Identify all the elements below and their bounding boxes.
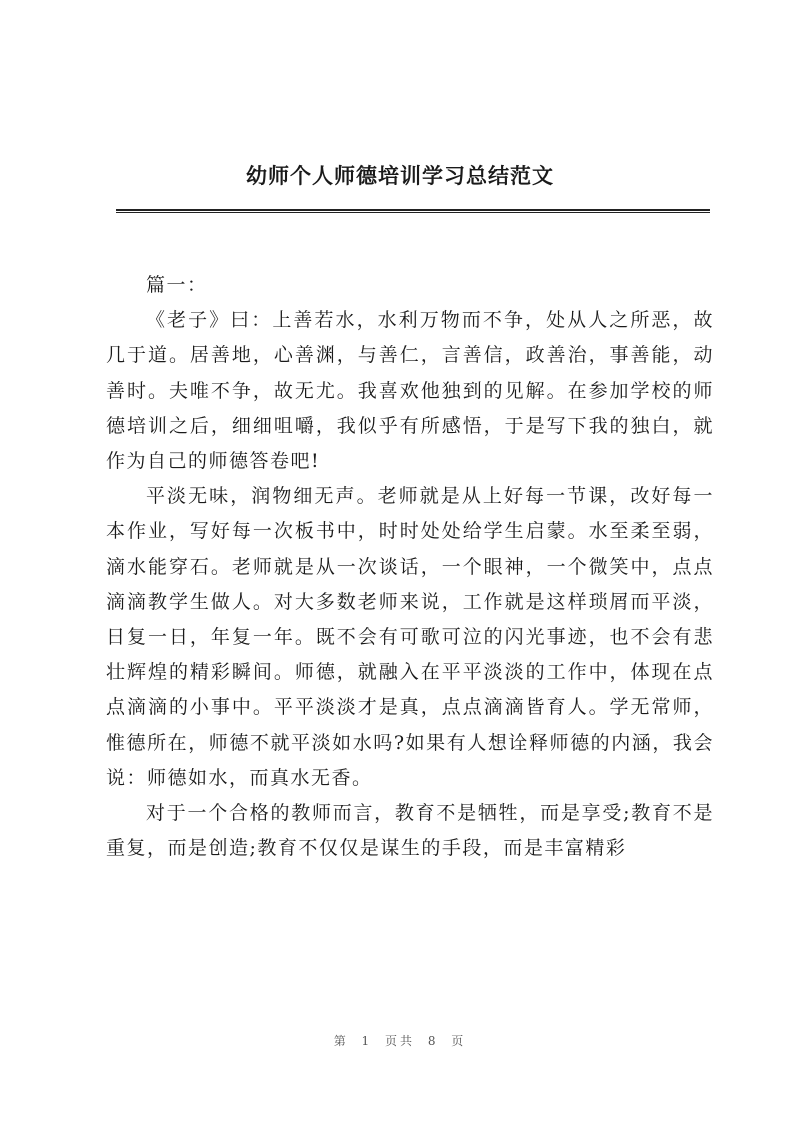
document-body [106, 268, 714, 866]
page-footer: 第 1 页共 8 页 [333, 1034, 467, 1048]
paragraph-3: 对于一个合格的教师而言，教育不是牺牲，而是享受;教育不是重复，而是创造;教育不仅仅是谋生的手段，而是丰富精彩 [106, 802, 714, 860]
paragraph-1: 《老子》曰：上善若水，水利万物而不争，处从人之所恶，故几于道。居善地，心善渊，与善仁，言善信，政善治，事善能，动善时。夫唯不争，故无尤。我喜欢他独到的见解。在参加学校的师德培训之后，细细咀嚼，我似乎有所感悟，于是写下我的独白，就作为自己的师德答卷吧! [106, 309, 714, 473]
document-title: 幼师个人师德培训学习总结范文 [246, 163, 554, 188]
title-divider [116, 209, 710, 213]
section-heading: 篇一： [146, 274, 208, 296]
paragraph-2: 平淡无味，润物细无声。老师就是从上好每一节课，改好每一本作业，写好每一次板书中，时时处处给学生启蒙。水至柔至弱，滴水能穿石。老师就是从一次谈话，一个眼神，一个微笑中，点点滴滴教学生做人。对大多数老师来说，工作就是这样琐屑而平淡，日复一日，年复一年。既不会有可歌可泣的闪光事迹，也不会有悲壮辉煌的精彩瞬间。师德，就融入在平平淡淡的工作中，体现在点点滴滴的小事中。平平淡淡才是真，点点滴滴皆育人。学无常师，惟德所在，师德不就平淡如水吗?如果有人想诠释师德的内涵，我会说：师德如水，而真水无香。 [106, 485, 714, 789]
